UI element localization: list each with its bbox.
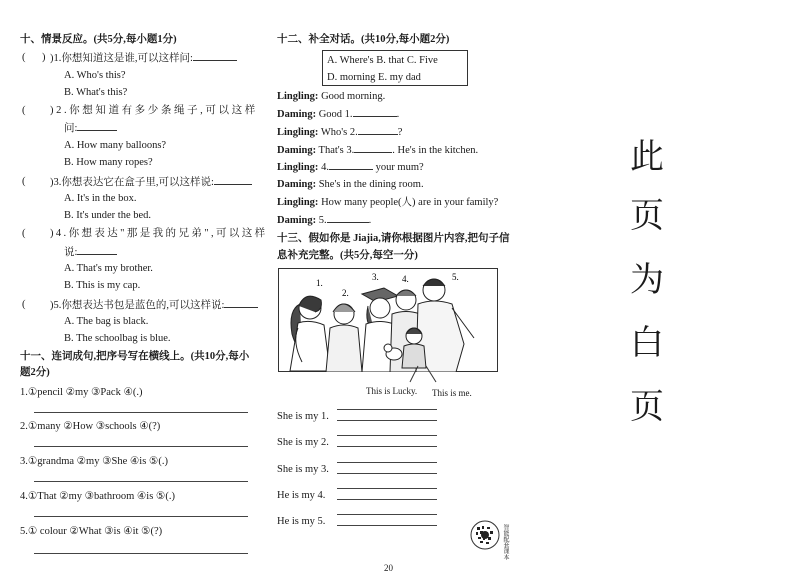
sentence-5: He is my 5. <box>277 516 326 527</box>
reorder-item-5: 5.① colour ②What ③is ④it ⑤(?) <box>20 526 163 537</box>
reorder-item-3: 3.①grandma ②my ③She ④is ⑤(.) <box>20 456 168 467</box>
dialogue-blank-1[interactable] <box>353 107 397 117</box>
dialogue-blank-2[interactable] <box>358 125 398 135</box>
caption-me: This is me. <box>432 388 472 398</box>
sentence-2: She is my 2. <box>277 437 329 448</box>
answer-paren[interactable]: ( <box>22 105 26 116</box>
answer-line-4[interactable] <box>34 516 248 517</box>
sentence-answer-line-4[interactable] <box>337 499 437 500</box>
section13-title-cont: 息补充完整。(共5分,每空一分) <box>277 250 418 261</box>
dialogue-line-6: Daming: She's in the dining room. <box>277 179 424 190</box>
answer-paren[interactable]: ( <box>22 176 26 187</box>
sentence-answer-line-2[interactable] <box>337 446 437 447</box>
word-bank-row2: D. morning E. my dad <box>327 72 421 83</box>
section11-title: 十一、连词成句,把序号写在横线上。(共10分,每小 <box>20 351 250 362</box>
blank-page-char-3: 为 <box>630 260 664 300</box>
dialogue-line-2: Daming: Good 1. . <box>277 109 400 120</box>
option-5b: B. The schoolbag is blue. <box>64 333 171 344</box>
answer-paren[interactable]: ( <box>22 52 26 63</box>
answer-line-2[interactable] <box>34 446 248 447</box>
sentence-answer-line-3[interactable] <box>337 473 437 474</box>
dialogue-line-7: Lingling: How many people(人) are in your family? <box>277 197 499 208</box>
blank-page-char-4: 白 <box>630 323 664 363</box>
answer-line-5[interactable] <box>34 553 248 554</box>
blank-page-char-1: 此 <box>630 137 664 177</box>
question-2: )2.你想知道有多少条绳子,可以这样 <box>50 105 258 116</box>
option-3a: A. It's in the box. <box>64 193 137 204</box>
section13-title: 十三、假如你是 Jiajia,请你根据图片内容,把句子信 <box>277 233 510 244</box>
dialogue-line-4: Daming: That's 3. . He's in the kitchen. <box>277 145 479 156</box>
figure-label-1: 1. <box>316 278 323 288</box>
qr-label: 智能配套课本 <box>502 524 509 560</box>
word-bank <box>322 50 468 86</box>
reorder-item-1: 1.①pencil ②my ③Pack ④(.) <box>20 387 143 398</box>
word-bank-row1: A. Where's B. that C. Five <box>327 55 438 66</box>
dialogue-line-1: Lingling: Good morning. <box>277 91 386 102</box>
sentence-1: She is my 1. <box>277 411 329 422</box>
sentence-answer-line-1[interactable] <box>337 420 437 421</box>
blank-page-char-5: 页 <box>630 387 664 427</box>
question-5: )5.你想表达书包是蓝色的,可以这样说: <box>50 298 258 312</box>
figure-label-5: 5. <box>452 272 459 282</box>
option-1b: B. What's this? <box>64 87 128 98</box>
answer-paren[interactable]: ( <box>22 299 26 310</box>
reorder-item-2: 2.①many ②How ③schools ④(?) <box>20 421 161 432</box>
question-4-cont: 说: <box>64 245 117 259</box>
section10-title: 十、情景反应。(共5分,每小题1分) <box>20 34 177 45</box>
qr-code-icon[interactable] <box>470 520 500 550</box>
sentence-4: He is my 4. <box>277 490 326 501</box>
dialogue-line-8: Daming: 5. . <box>277 215 372 226</box>
option-2b: B. How many ropes? <box>64 157 153 168</box>
option-1a: A. Who's this? <box>64 70 126 81</box>
sentence-3: She is my 3. <box>277 464 329 475</box>
answer-line-1[interactable] <box>34 412 248 413</box>
answer-line-3[interactable] <box>34 481 248 482</box>
section12-title: 十二、补全对话。(共10分,每小题2分) <box>277 34 450 45</box>
question-4: )4.你想表达"那是我的兄弟",可以这样 <box>50 228 268 239</box>
sentence-answer-line-5[interactable] <box>337 525 437 526</box>
figure-label-2: 2. <box>342 288 349 298</box>
family-illustration <box>278 268 498 372</box>
option-4b: B. This is my cap. <box>64 280 141 291</box>
dialogue-line-5: Lingling: 4. your mum? <box>277 162 424 173</box>
dialogue-blank-3[interactable] <box>354 143 392 153</box>
dialogue-blank-5[interactable] <box>327 213 369 223</box>
caption-lucky: This is Lucky. <box>366 386 418 396</box>
section11-title-cont: 题2分) <box>20 367 50 378</box>
dialogue-line-3: Lingling: Who's 2. ? <box>277 127 403 138</box>
figure-label-3: 3. <box>372 272 379 282</box>
blank-page-char-2: 页 <box>630 196 664 236</box>
option-3b: B. It's under the bed. <box>64 210 152 221</box>
reorder-item-4: 4.①That ②my ③bathroom ④is ⑤(.) <box>20 491 175 502</box>
option-4a: A. That's my brother. <box>64 263 153 274</box>
question-2-cont: 问: <box>64 121 117 135</box>
question-1: )1.你想知道这是谁,可以这样问: <box>50 51 237 65</box>
page-number: 20 <box>384 563 393 573</box>
option-5a: A. The bag is black. <box>64 316 149 327</box>
dialogue-blank-4[interactable] <box>329 160 373 170</box>
option-2a: A. How many balloons? <box>64 140 167 151</box>
answer-paren[interactable]: ( <box>22 228 26 239</box>
figure-label-4: 4. <box>402 274 409 284</box>
question-3: )3.你想表达它在盒子里,可以这样说: <box>50 175 252 189</box>
